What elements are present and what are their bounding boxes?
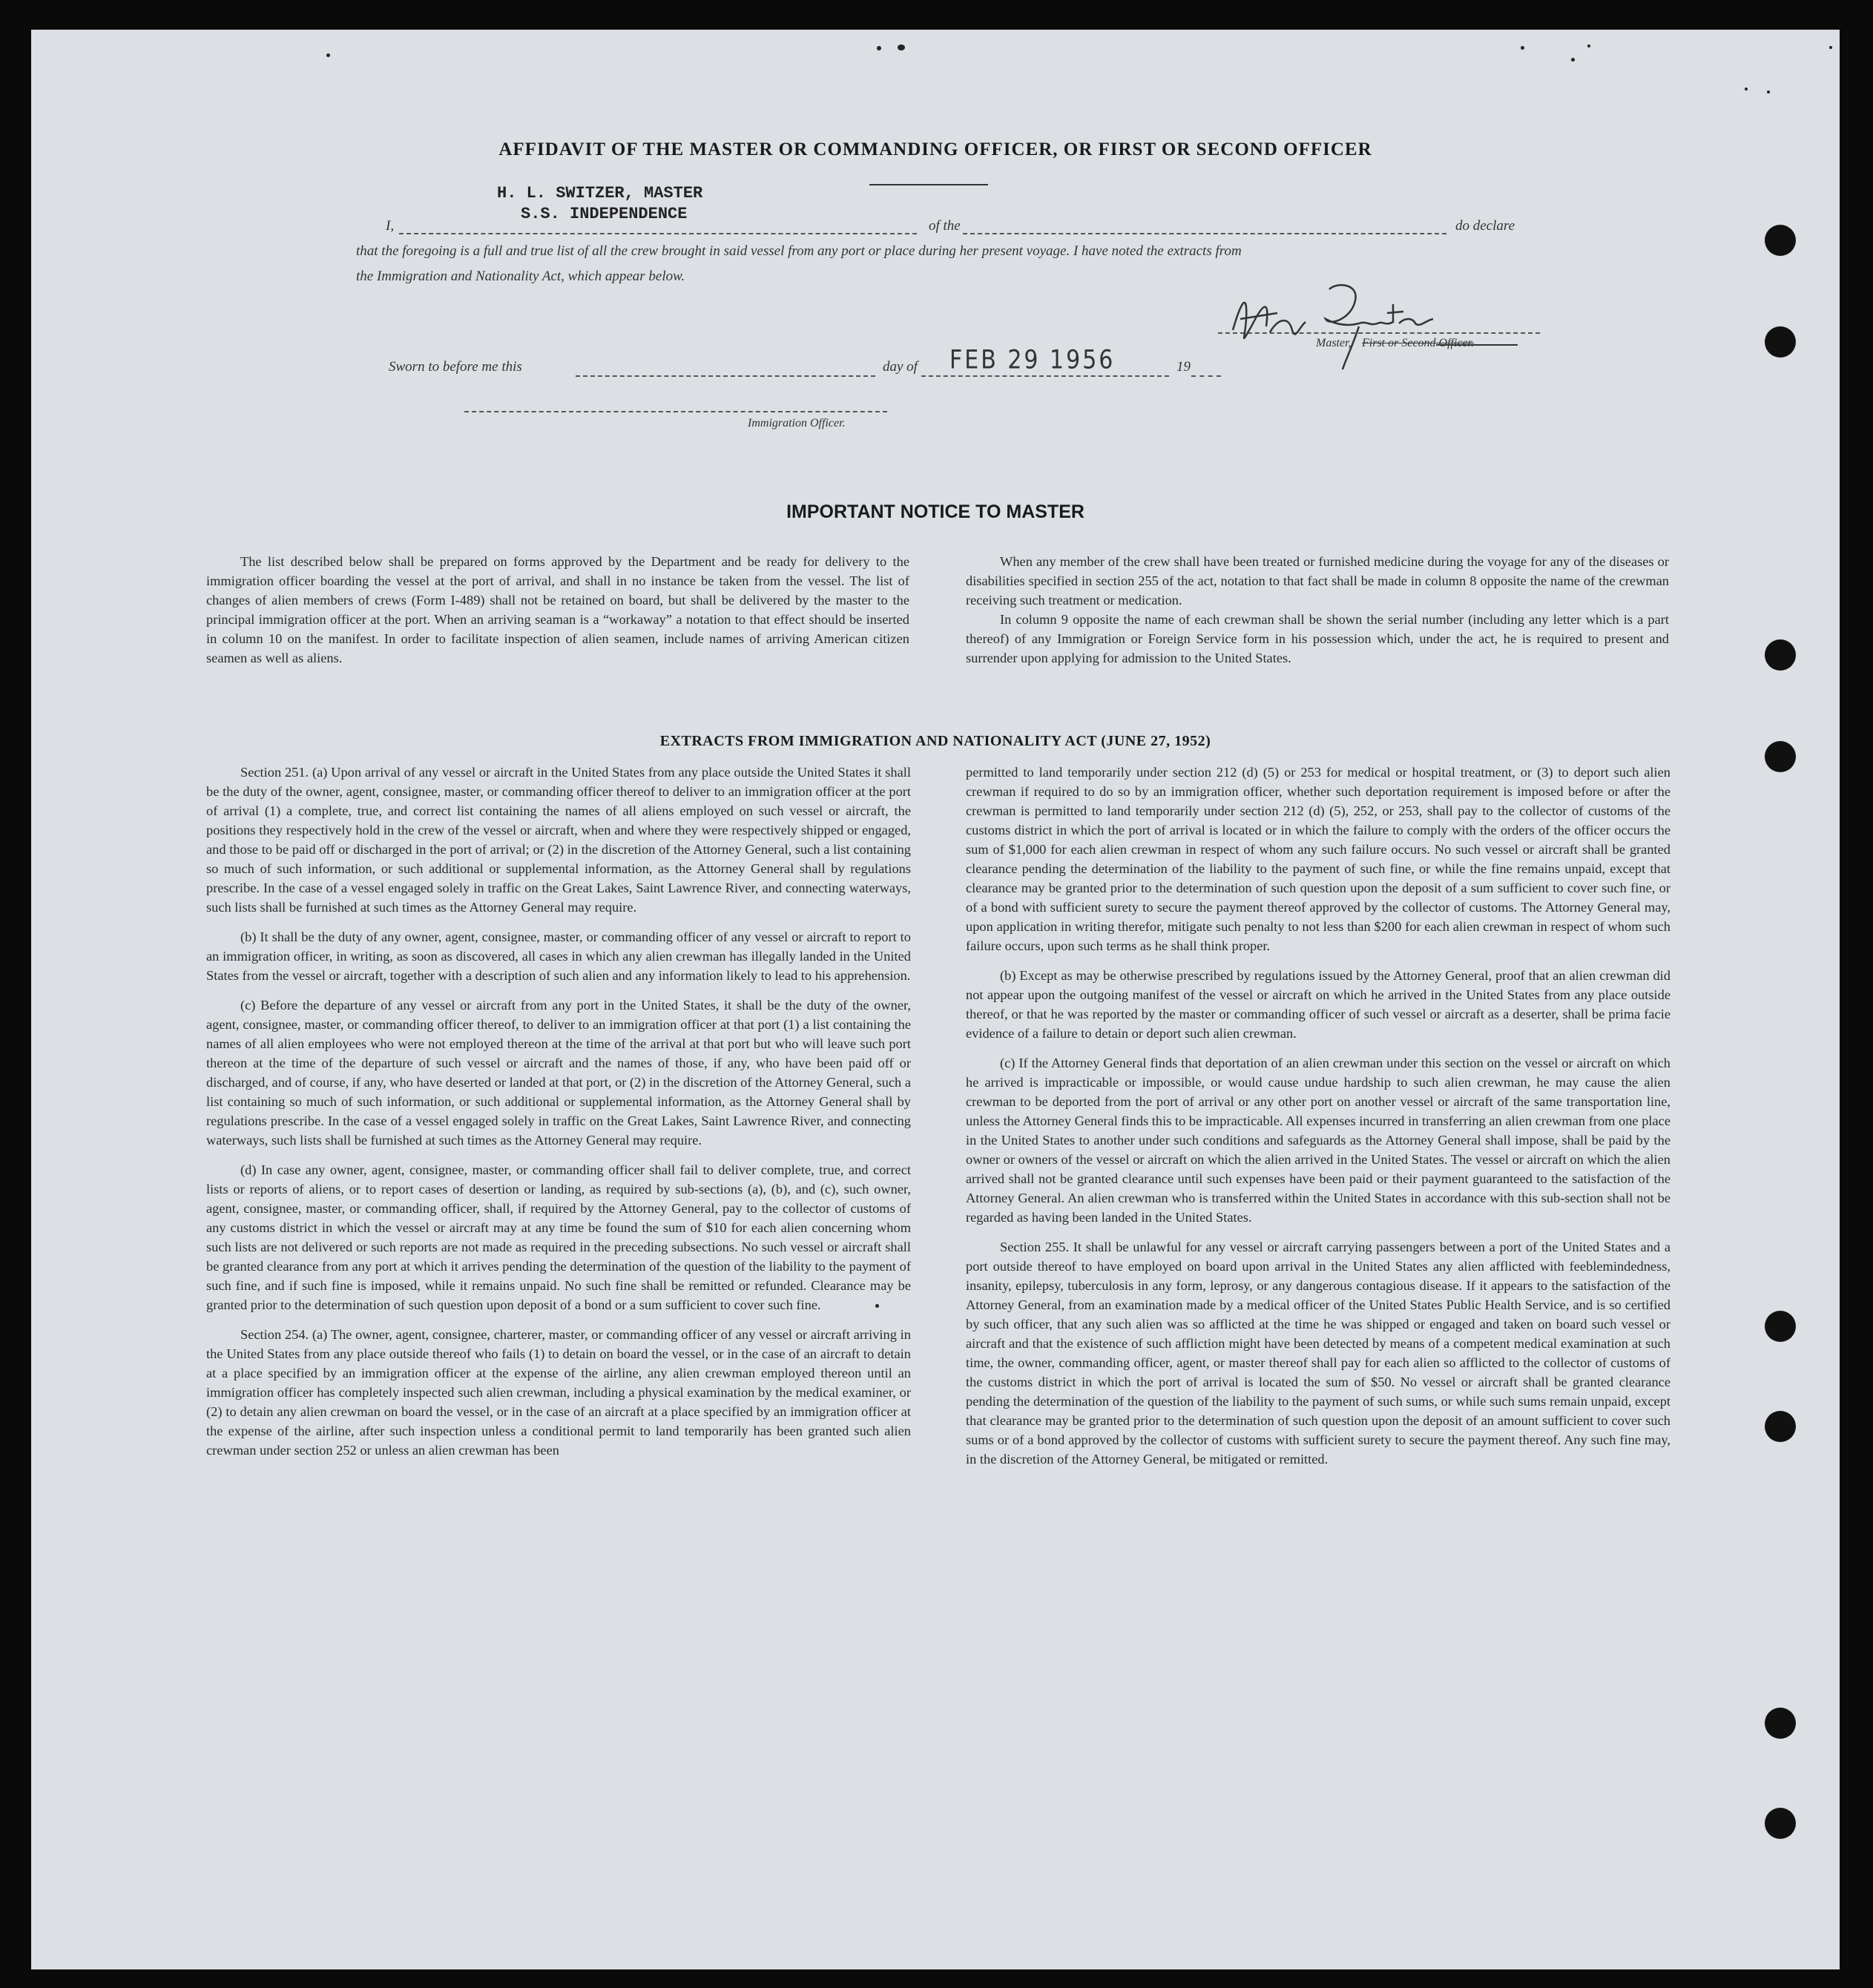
signature [1218, 274, 1515, 378]
speck [1521, 46, 1524, 50]
extracts-left-column [206, 763, 911, 1470]
speck [1745, 88, 1748, 90]
do-declare-label: do declare [1455, 218, 1515, 234]
extracts-title: EXTRACTS FROM IMMIGRATION AND NATIONALITY ACT (JUNE 27, 1952) [659, 733, 1211, 749]
declaration-line-2: the Immigration and Nationality Act, which appear below. [356, 269, 685, 284]
speck [877, 46, 881, 50]
section-251-c: (c) Before the departure of any vessel or aircraft from any port in the United States, it shall be the duty of the owner, agent, consignee, master, or commanding officer thereof, to deliver to an immigration officer at that port (1) a list containing the names of all alien employees who were not employed thereon at the time of the arrival at that port but who will leave such port thereon at the time of the departure of such vessel or aircraft and the names of those, if any, who have been paid off or discharged, and of course, if any, who have deserted or landed at that port, or (2) in the discretion of the Attorney General, such a list containing so much of such information, or such additional or supplemental information, as the Attorney General shall by regulations prescribe. In the case of a vessel engaged solely in traffic on the Great Lakes, Saint Lawrence River, and connecting waterways, such lists shall be furnished at such times as the Attorney General may require. [206, 998, 911, 1148]
section-251-d: (d) In case any owner, agent, consignee, master, or commanding officer shall fail to deliver complete, true, and correct lists or reports of aliens, or to report cases of desertion or landing, as required by sub-sections (a), (b), and (c), such owner, agent, consignee, master, or commanding officer, shall, if required by the Attorney General, pay to the collector of customs of any customs district in which the vessel or aircraft may at any time be found the sum of $10 for each alien concerning whom such lists are not delivered or such reports are not made as required in the preceding subsections. No such vessel or aircraft shall be granted clearance from any port at which it arrives pending the determination of the question of the liability to the payment of such fine, and if such fine is imposed, while it remains unpaid. No such fine shall be remitted or refunded. Clearance may be granted prior to the determination of such question upon deposit of a bond or a sum sufficient to cover such fine. [206, 1162, 911, 1312]
name-line [399, 233, 917, 234]
master-caption: Master, [1316, 337, 1352, 349]
speck [1767, 90, 1770, 93]
notice-right-column [966, 552, 1669, 678]
section-254-a: Section 254. (a) The owner, agent, consignee, charterer, master, or commanding officer of any vessel or aircraft arriving in the United States from any place outside thereof who fails (1) to detain on board the vessel, or in the case of an aircraft to detain at a place specified by an immigration officer at the expense of the airline, any alien crewman employed thereon until an immigration officer has completely inspected such alien crewman, including a physical examination by the medical examiner, or (2) to detain any alien crewman on board the vessel, or in the case of an aircraft at a place specified by an immigration officer at the expense of the airline, after such inspection unless a conditional permit to land temporarily has been granted such alien crewman under section 252 or unless an alien crewman has been [206, 1327, 911, 1458]
section-255: Section 255. It shall be unlawful for any vessel or aircraft carrying passengers between a port of the United States and a port outside thereof to have employed on board upon arrival in the United States any alien afflicted with feeblemindedness, insanity, epilepsy, tuberculosis in any form, leprosy, or any dangerous contagious disease. If it appears to the satisfaction of the Attorney General, from an examination made by a medical officer of the United States Public Health Service, and is so certified by such officer, that any such alien was so afflicted at the time he was shipped or engaged and taken on board such vessel or aircraft and that the existence of such affliction might have been detected by means of a competent medical examination at such time, the owner, commanding officer, agent, or master thereof shall pay for each alien so afflicted to the collector of customs of the customs district in which the port of arrival is located the sum of $50. No vessel or aircraft shall be granted clearance pending the determination of the question of the liability to the payment of such sums, or while such sums remain unpaid, except that clearance may be granted prior to the determination of such question upon the deposit of an amount sufficient to cover such sums or of a bond approved by the collector of customs with sufficient surety to secure the payment thereof. Any such fine may, in the discretion of the Attorney General, be mitigated or remitted. [966, 1240, 1670, 1467]
immigration-officer-line [464, 411, 887, 412]
extracts-right-column [966, 763, 1670, 1479]
section-254-b: (b) Except as may be otherwise prescribed by regulations issued by the Attorney General, proof that an alien crewman did not appear upon the outgoing manifest of the vessel or aircraft on which he arrived in the United States from any place outside thereof, or that he was reported by the master or commanding officer of such vessel or aircraft as a deserter, shall be prima facie evidence of a failure to detain or deport such alien crewman. [966, 968, 1670, 1041]
typed-master-name: H. L. SWITZER, MASTER [497, 184, 703, 203]
binder-hole [1765, 1808, 1796, 1839]
binder-hole [1765, 326, 1796, 358]
day-of-label: day of [883, 359, 918, 375]
sworn-day-line [576, 375, 875, 377]
section-254-c: (c) If the Attorney General finds that deportation of an alien crewman under this section on the vessel or aircraft on which he arrived is impracticable or impossible, or would cause undue hardship to such alien crewman, he may cause the alien crewman to be deported from the port of arrival or any other port on another vessel or aircraft of the same transportation line, unless the Attorney General finds this to be impracticable. All expenses incurred in transferring an alien crewman from one place in the United States to another under such conditions and safeguards as the Attorney General shall impose, shall be paid by the owner or owners of the vessel or aircraft on which the alien arrived in the United States. The vessel or aircraft on which the alien arrived shall not be granted clearance until such expenses have been paid or their payment guaranteed to the satisfaction of the Attorney General. An alien crewman who is transferred within the United States in accordance with this sub-section shall not be regarded as having been landed in the United States. [966, 1056, 1670, 1225]
sworn-month-line [921, 375, 1169, 377]
struck-officer-caption: First or Second Officer. [1362, 337, 1475, 349]
section-251-a: Section 251. (a) Upon arrival of any vessel or aircraft in the United States from any place outside the United States it shall be the duty of the owner, agent, consignee, master, or commanding officer thereof to deliver to an immigration officer at the port of arrival (1) a complete, true, and correct list containing the names of all aliens employed on such vessel or aircraft, the positions they respectively hold in the crew of the vessel or aircraft, when and where they were respectively shipped or engaged, and those to be paid off or discharged in the port of arrival; or (2) in the discretion of the Attorney General, such a list containing so much of such information, or such additional or supplemental information, as the Attorney General shall by regulations prescribe. In the case of a vessel engaged solely in traffic on the Great Lakes, Saint Lawrence River, and connecting waterways, such lists shall be furnished at such times as the Attorney General may require. [206, 765, 911, 915]
sworn-label: Sworn to before me this [389, 359, 522, 375]
notice-left-paragraph: The list described below shall be prepared on forms approved by the Department and be ready for delivery to the immigration officer boarding the vessel at the port of arrival, and shall in no instance be taken from the vessel. The list of changes of alien members of crews (Form I-489) shall not be retained on board, but shall be delivered by the master to the principal immigration officer at the port. When an arriving seaman is a “workaway” a notation to that effect should be inserted in column 10 on the manifest. In order to facilitate inspection of alien seamen, include names of arriving American citizen seamen as well as aliens. [206, 554, 909, 665]
affidavit-title: AFFIDAVIT OF THE MASTER OR COMMANDING OFFICER, OR FIRST OR SECOND OFFICER [498, 139, 1372, 159]
year-label: 19 [1176, 359, 1191, 375]
immigration-officer-caption: Immigration Officer. [748, 417, 846, 429]
speck [1587, 45, 1590, 47]
speck [1571, 58, 1575, 62]
binder-hole [1765, 1411, 1796, 1442]
document-page [31, 30, 1840, 1969]
binder-hole [1765, 1708, 1796, 1739]
i-label: I, [386, 218, 395, 234]
speck [326, 53, 330, 57]
vessel-line [963, 233, 1446, 234]
typed-vessel-name: S.S. INDEPENDENCE [521, 205, 688, 223]
declaration-line-1: that the foregoing is a full and true list of all the crew brought in said vessel from any port or place during her present voyage. I have noted the extracts from [356, 243, 1242, 259]
speck [1829, 46, 1832, 49]
caption-strike-rule [1436, 344, 1518, 346]
notice-title: IMPORTANT NOTICE TO MASTER [786, 501, 1084, 522]
notice-left-column [206, 552, 909, 678]
of-the-label: of the [929, 218, 961, 234]
binder-hole [1765, 639, 1796, 671]
notice-right-paragraph-2: In column 9 opposite the name of each crewman shall be shown the serial number (including any letter which is a part thereof) of any Immigration or Foreign Service form in his possession which, under the act, he is required to present and surrender upon applying for admission to the United States. [966, 612, 1669, 665]
date-stamp: FEB 29 1956 [949, 345, 1116, 375]
notice-right-paragraph-1: When any member of the crew shall have been treated or furnished medicine during the voyage for any of the diseases or disabilities specified in section 255 of the act, notation to that fact shall be made in column 8 opposite the name of the crewman receiving such treatment or medication. [966, 554, 1669, 608]
section-251-b: (b) It shall be the duty of any owner, agent, consignee, master, or commanding officer of any vessel or aircraft to report to an immigration officer, in writing, as soon as discovered, all cases in which any alien crewman has illegally landed in the United States from the vessel or aircraft, together with a description of such alien and any information likely to lead to his apprehension. [206, 929, 911, 983]
title-rule [869, 184, 988, 185]
binder-hole [1765, 1311, 1796, 1342]
binder-hole [1765, 225, 1796, 256]
speck [898, 45, 905, 50]
section-254-a-continued: permitted to land temporarily under section 212 (d) (5) or 253 for medical or hospital treatment, or (3) to deport such alien crewman if required to do so by an immigration officer, whether such deportation requirement is imposed before or after the crewman is permitted to land temporarily under section 212 (d) (5), 252, or 253, shall pay to the collector of customs of the customs district in which the port of arrival is located or in which the failure to comply with the orders of the officer occurs the sum of $1,000 for each alien crewman in respect of whom any such failure occurs. No such vessel or aircraft shall be granted clearance pending the determination of the liability to the payment of such fine, or while the fine remains unpaid, except that clearance may be granted prior to the determination of such question upon the deposit of a sum sufficient to cover such fine, or of a bond with sufficient surety to secure the payment thereof approved by the collector of customs. The Attorney General may, upon application in writing therefor, mitigate such penalty to not less than $200 for each alien crewman in respect of whom such failure occurs, upon such terms as he shall think proper. [966, 765, 1670, 953]
year-line [1191, 375, 1221, 377]
